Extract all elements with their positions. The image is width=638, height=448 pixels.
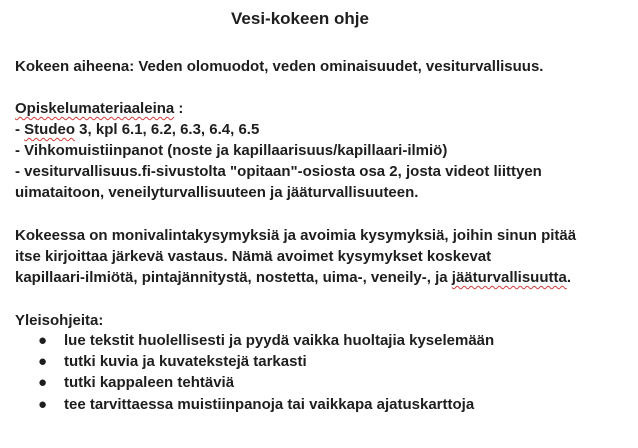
list-item-text: lue tekstit huolellisesti ja pyydä vaikka huoltajia kyselemään: [64, 332, 495, 349]
general-heading: Yleisohjeita:: [15, 312, 104, 329]
bullet-icon: ●: [38, 396, 48, 413]
list-item: [38, 395, 474, 414]
materials-item-notebook: - Vihkomuistiinpanot (noste ja kapillaarisuus/kapillaari-ilmiö): [15, 142, 448, 159]
exam-paragraph-line3-start: kapillaari-ilmiötä, pintajännitystä, nostetta, uima-, veneily-, ja: [15, 269, 452, 286]
materials-item-website-line1: - vesiturvallisuus.fi-sivustolta "opitaan"-osiosta osa 2, josta videot liittyen: [15, 163, 542, 180]
list-item-text: tutki kappaleen tehtäviä: [64, 374, 235, 391]
materials-heading-suffix: :: [174, 100, 184, 117]
studeo-word: Studeo: [24, 121, 76, 138]
jaaturvallisuutta-word: jääturvallisuutta: [451, 269, 567, 286]
bullet-icon: ●: [38, 353, 48, 370]
materials-item-studeo: [15, 120, 259, 139]
list-item: [38, 331, 494, 350]
list-item: [38, 352, 307, 371]
topic-line: Kokeen aiheena: Veden olomuodot, veden ominaisuudet, vesiturvallisuus.: [15, 58, 544, 75]
list-item-text: tee tarvittaessa muistiinpanoja tai vaikkapa ajatuskarttoja: [64, 396, 475, 413]
list-item-text: tutki kuvia ja kuvatekstejä tarkasti: [64, 353, 307, 370]
materials-heading-line: [15, 99, 183, 118]
materials-item1-prefix: -: [15, 121, 25, 138]
exam-paragraph-line3-end: .: [566, 269, 571, 286]
bullet-icon: ●: [38, 332, 48, 349]
document-title: Vesi-kokeen ohje: [231, 9, 369, 28]
bullet-icon: ●: [38, 374, 48, 391]
materials-heading: Opiskelumateriaaleina: [15, 100, 175, 117]
list-item: [38, 373, 234, 392]
exam-paragraph-line3: [15, 268, 571, 287]
exam-paragraph-line1: Kokeessa on monivalintakysymyksiä ja avoimia kysymyksiä, joihin sinun pitää: [15, 227, 577, 244]
materials-item-website-line2: uimataitoon, veneilyturvallisuuteen ja jääturvallisuuteen.: [15, 184, 419, 201]
exam-paragraph-line2: itse kirjoittaa järkevä vastaus. Nämä avoimet kysymykset koskevat: [15, 248, 492, 265]
materials-item1-rest: 3, kpl 6.1, 6.2, 6.3, 6.4, 6.5: [75, 121, 260, 138]
